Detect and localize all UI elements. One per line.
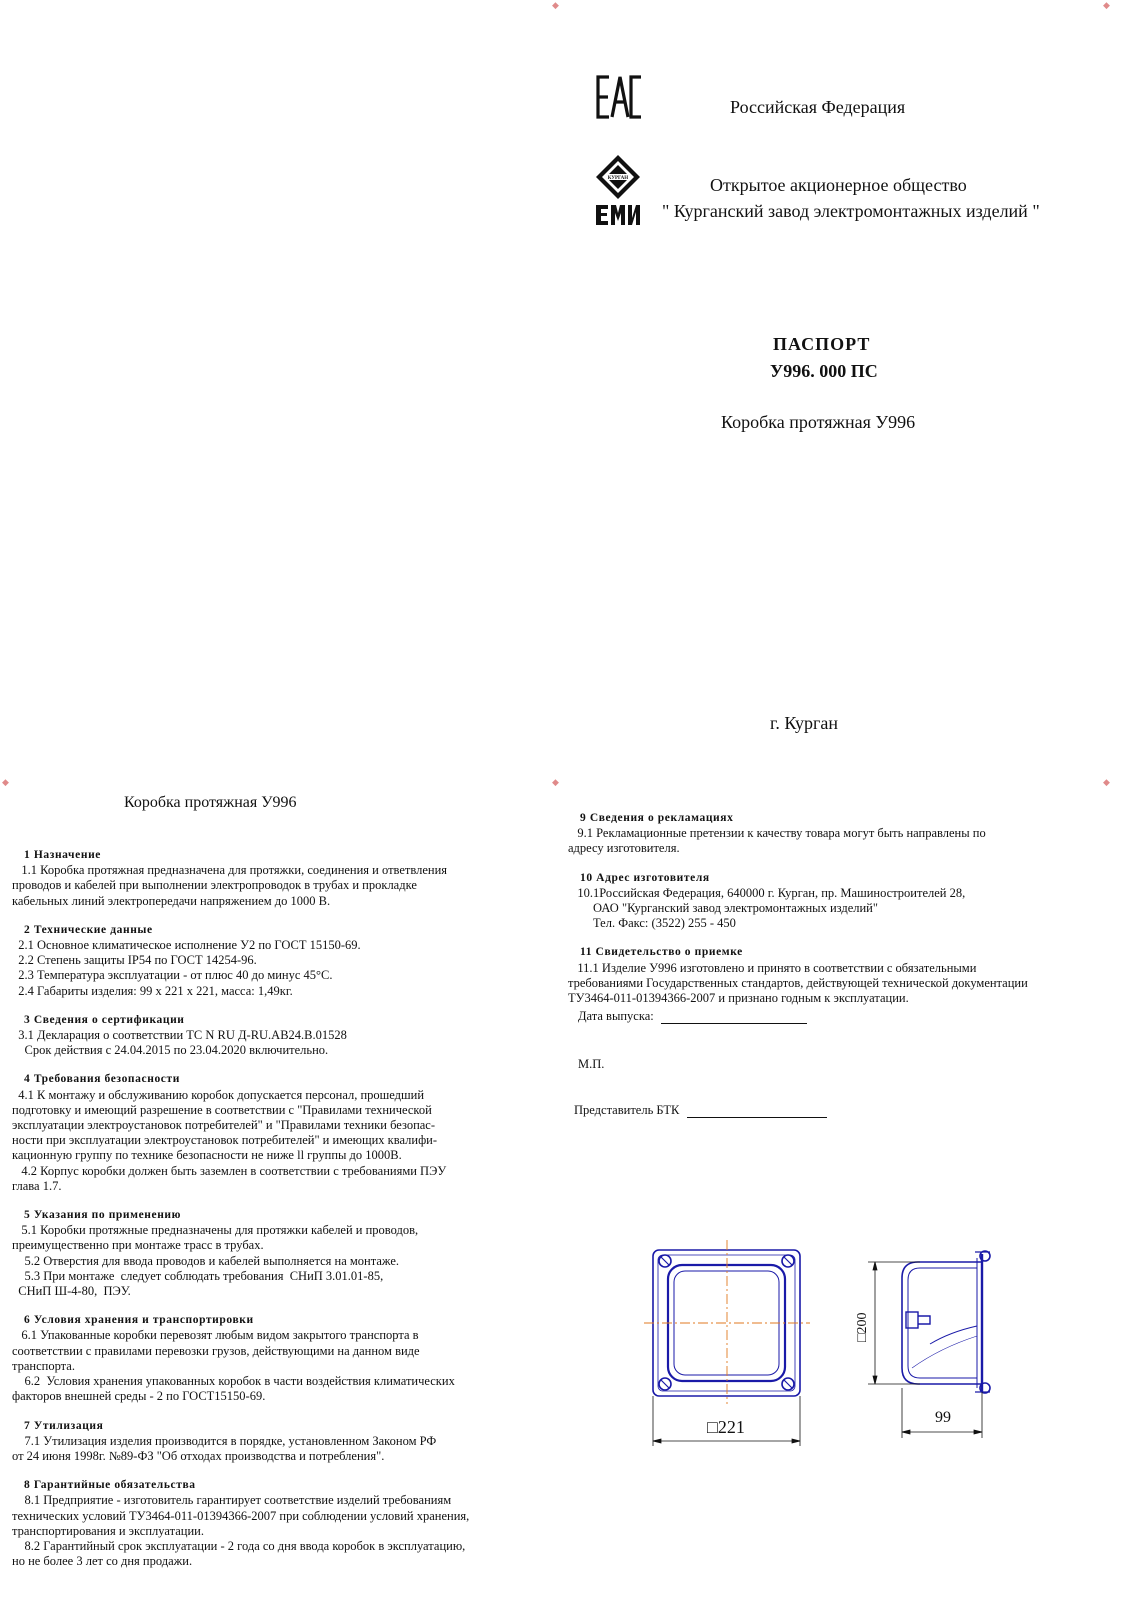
section-heading: 3 Сведения о сертификации [24,1013,185,1026]
company-line-2: " Курганский завод электромонтажных изделий " [662,201,1040,221]
right-content-column [568,811,1128,1020]
section-line: 5.3 При монтаже следует соблюдать требования СНиП 3.01.01-85, [12,1268,384,1283]
section-line: 6.1 Упакованные коробки перевозят любым видом закрытого транспорта в [12,1328,419,1343]
section [12,1478,547,1569]
section-line: 2.2 Степень защиты IP54 по ГОСТ 14254-96. [12,953,257,968]
section-line: ОАО "Курганский завод электромонтажных изделий" [568,901,878,916]
section-line: 10.1Российская Федерация, 640000 г. Курган, пр. Машиностроителей 28, [568,885,966,900]
section-line: факторов внешней среды - 2 по ГОСТ15150-69. [12,1389,266,1404]
section-line: 7.1 Утилизация изделия производится в порядке, установленном Законом РФ [12,1433,437,1448]
section [12,923,547,999]
section-line: Срок действия с 24.04.2015 по 23.04.2020 включительно. [12,1043,329,1058]
section [12,1013,547,1059]
section-line: 4.1 К монтажу и обслуживанию коробок допускается персонал, прошедший [12,1087,425,1102]
release-date-field[interactable] [661,1009,807,1024]
section-line: 2.3 Температура эксплуатации - от плюс 40 до минус 45°С. [12,968,333,983]
section-line: кабельных линий электропередачи напряжением до 1000 В. [12,893,331,908]
section [12,1419,547,1465]
logo-text: КУРГАН [607,176,629,181]
section-line: преимущественно при монтаже трасс в трубах. [12,1238,264,1253]
product-drawing [630,1232,1010,1457]
company-logo-icon [593,153,643,228]
stamp-label: М.П. [578,1057,605,1071]
city-name: г. Курган [770,713,839,733]
section-heading: 5 Указания по применению [24,1209,182,1222]
release-date-row [578,1009,807,1024]
section-line: но не более 3 лет со дня продажи. [12,1554,193,1569]
section-line: 8.1 Предприятие - изготовитель гарантирует соответствие изделий требованиям [12,1493,452,1508]
section-line: 9.1 Рекламационные претензии к качеству товара могут быть направлены по [568,826,986,841]
section-line: соответствии с правилами перевозки грузов, действующими на данном виде [12,1343,420,1358]
section-line: 5.1 Коробки протяжные предназначены для протяжки кабелей и проводов, [12,1223,419,1238]
section-heading: 7 Утилизация [24,1419,104,1432]
section-line: Тел. Факс: (3522) 255 - 450 [568,916,736,931]
side-dimensions [868,1262,982,1438]
section-heading: 10 Адрес изготовителя [580,871,710,884]
section-line: проводов и кабелей при выполнении электропроводок в трубах и прокладке [12,878,417,893]
section [12,1072,547,1194]
section-line: транспортирования и эксплуатации. [12,1523,204,1538]
registration-mark: ◆ [552,0,559,10]
section-heading: 8 Гарантийные обязательства [24,1479,196,1492]
section-line: адресу изготовителя. [568,841,680,856]
registration-mark: ◆ [1103,777,1110,787]
section-heading: 9 Сведения о рекламациях [580,812,734,824]
section-line: 1.1 Коробка протяжная предназначена для протяжки, соединения и ответвления [12,863,448,878]
section-line: кационную группу по технике безопасности не ниже ll группы до 1000В. [12,1148,402,1163]
document-code: У996. 000 ПС [770,361,878,381]
section-line: технических условий ТУ3464-011-01394366-2007 при соблюдении условий хранения, [12,1508,470,1523]
section-line: 11.1 Изделие У996 изготовлено и принято в соответствии с обязательными [568,960,977,975]
section-line: ТУ3464-011-01394366-2007 и признано годным к эксплуатации. [568,991,909,1006]
section-line: 8.2 Гарантийный срок эксплуатации - 2 года со дня ввода коробок в эксплуатацию, [12,1538,466,1553]
document-type: ПАСПОРТ [773,334,871,354]
section [12,1313,547,1404]
section-line: требованиями Государственных стандартов, действующей технической документации [568,975,1028,990]
section-line: 5.2 Отверстия для ввода проводов и кабелей выполняется на монтаже. [12,1253,400,1268]
section-line: транспорта. [12,1358,75,1373]
section-line: от 24 июня 1998г. №89-ФЗ "Об отходах производства и потребления". [12,1448,385,1463]
registration-mark: ◆ [2,777,9,787]
section [568,871,1128,932]
registration-mark: ◆ [1103,0,1110,10]
section-line: 3.1 Декларация о соответствии ТС N RU Д-RU.АВ24.В.01528 [12,1028,347,1043]
section [12,1208,547,1299]
section-line: эксплуатации электроустановок потребителей" и "Правилами техники безопас- [12,1118,436,1133]
section-line: СНиП Ш-4-80, ПЭУ. [12,1284,131,1299]
section-heading: 4 Требования безопасности [24,1073,180,1086]
left-content-column [12,848,547,1583]
btk-row [574,1103,827,1118]
side-height-label: □200 [855,1312,870,1342]
section-line: 2.4 Габариты изделия: 99 х 221 х 221, масса: 1,49кг. [12,983,293,998]
section-line: подготовку и имеющий разрешение в соответствии с "Правилами технической [12,1102,432,1117]
eac-mark-icon [596,74,642,120]
section-heading: 11 Свидетельство о приемке [580,946,743,959]
product-name: Коробка протяжная У996 [721,412,916,432]
section-heading: 6 Условия хранения и транспортировки [24,1314,254,1327]
section [12,848,547,909]
section-line: 2.1 Основное климатическое исполнение У2 по ГОСТ 15150-69. [12,938,361,953]
release-date-label: Дата выпуска: [578,1009,654,1023]
btk-signature-field[interactable] [687,1103,827,1118]
country-name: Российская Федерация [730,97,906,117]
side-depth-label: 99 [935,1409,951,1426]
section-line: 6.2 Условия хранения упакованных коробок в части воздействия климатических [12,1374,455,1389]
section-heading: 2 Технические данные [24,923,153,936]
side-view [902,1251,990,1393]
section [568,945,1128,1006]
company-line-1: Открытое акционерное общество [710,175,967,195]
section-line: 4.2 Корпус коробки должен быть заземлен в соответствии с требованиями ПЭУ [12,1163,447,1178]
btk-label: Представитель БТК [574,1103,680,1117]
registration-mark: ◆ [552,777,559,787]
front-dimension-label: □221 [707,1417,745,1437]
content-title: Коробка протяжная У996 [124,794,297,811]
section-heading: 1 Назначение [24,849,102,861]
section [568,811,1128,857]
section-line: ности при эксплуатации электроустановок потребителей" и имеющих квалифи- [12,1133,438,1148]
section-line: глава 1.7. [12,1178,62,1193]
